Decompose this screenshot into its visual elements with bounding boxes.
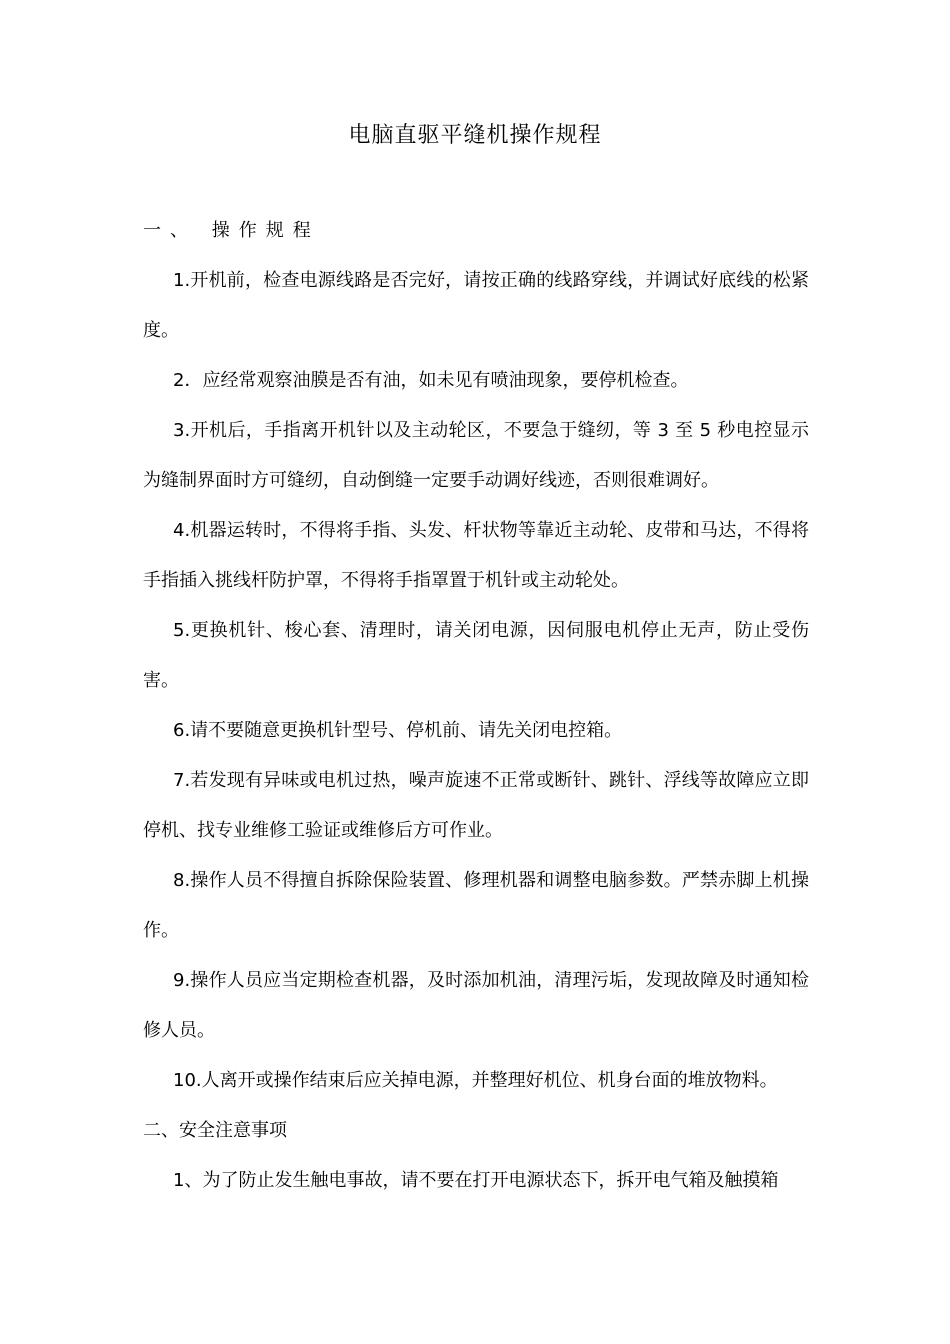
rule-item-5: 5.更换机针、梭心套、清理时，请关闭电源，因伺服电机停止无声，防止受伤害。 [143, 620, 809, 691]
rule-item-8: 8.操作人员不得擅自拆除保险装置、修理机器和调整电脑参数。严禁赤脚上机操作。 [143, 870, 809, 941]
rule-item-1: 1.开机前，检查电源线路是否完好，请按正确的线路穿线，并调试好底线的松紧度。 [143, 270, 809, 341]
rule-item-3: 3.开机后，手指离开机针以及主动轮区，不要急于缝纫，等 3 至 5 秒电控显示为缝制界面时方可缝纫，自动倒缝一定要手动调好线迹，否则很难调好。 [143, 420, 809, 491]
rule-item-9: 9.操作人员应当定期检查机器，及时添加机油，清理污垢，发现故障及时通知检修人员。 [143, 970, 809, 1041]
rule-item-2: 2．应经常观察油膜是否有油，如未见有喷油现象，要停机检查。 [173, 370, 689, 391]
section-heading-operation-rules: 一、 操作规程 [143, 220, 320, 241]
rule-item-10: 10.人离开或操作结束后应关掉电源，并整理好机位、机身台面的堆放物料。 [173, 1070, 778, 1091]
safety-item-1: 1、为了防止发生触电事故，请不要在打开电源状态下，拆开电气箱及触摸箱 [173, 1170, 779, 1191]
rule-item-4: 4.机器运转时，不得将手指、头发、杆状物等靠近主动轮、皮带和马达，不得将手指插入挑线杆防护罩，不得将手指罩置于机针或主动轮处。 [143, 520, 809, 591]
document-body [143, 206, 809, 1206]
section-heading-safety-notes: 二、安全注意事项 [143, 1120, 287, 1141]
document-title: 电脑直驱平缝机操作规程 [348, 123, 602, 148]
rule-item-6: 6.请不要随意更换机针型号、停机前、请先关闭电控箱。 [173, 720, 623, 741]
rule-item-7: 7.若发现有异味或电机过热，噪声旋速不正常或断针、跳针、浮线等故障应立即停机、找专业维修工验证或维修后方可作业。 [143, 770, 809, 841]
